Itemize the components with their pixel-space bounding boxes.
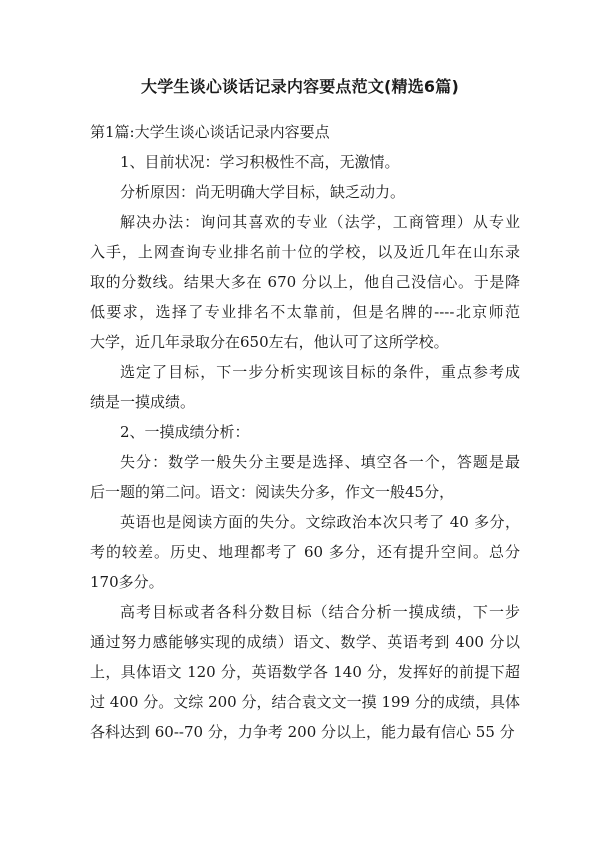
document-title: 大学生谈心谈话记录内容要点范文(精选6篇)	[141, 77, 459, 96]
text-line: 第1篇:大学生谈心谈话记录内容要点	[90, 123, 330, 141]
text-line: 上，具体语文 120 分，英语数学各 140 分，发挥好的前提下超	[90, 663, 520, 681]
text-line: 选定了目标，下一步分析实现该目标的条件，重点参考成	[120, 363, 520, 381]
text-line: 低要求，选择了专业排名不太靠前，但是名牌的----北京师范	[90, 303, 520, 321]
text-line: 170多分。	[90, 573, 164, 591]
paragraph-target-scores	[90, 597, 520, 747]
document-body	[90, 117, 520, 747]
paragraph-section-heading	[90, 117, 520, 147]
text-line: 入手，上网查询专业排名前十位的学校，以及近几年在山东录	[90, 243, 520, 261]
text-line: 解决办法：询问其喜欢的专业（法学，工商管理）从专业	[120, 213, 520, 231]
text-line: 2、一摸成绩分析：	[120, 423, 250, 441]
text-line: 高考目标或者各科分数目标（结合分析一摸成绩，下一步	[120, 603, 520, 621]
paragraph-cause-analysis	[90, 177, 520, 207]
paragraph-exam-analysis-heading	[90, 417, 520, 447]
text-line: 大学，近几年录取分在650左右，他认可了这所学校。	[90, 333, 449, 351]
paragraph-solution	[90, 207, 520, 357]
text-line: 考的较差。历史、地理都考了 60 多分，还有提升空间。总分	[90, 543, 520, 561]
text-line: 英语也是阅读方面的失分。文综政治本次只考了 40 多分，	[120, 513, 520, 531]
paragraph-lost-points-1	[90, 447, 520, 507]
text-line: 失分：数学一般失分主要是选择、填空各一个，答题是最	[120, 453, 520, 471]
text-line: 各科达到 60--70 分，力争考 200 分以上，能力最有信心 55 分	[90, 723, 515, 741]
text-line: 分析原因：尚无明确大学目标，缺乏动力。	[120, 183, 406, 201]
text-line: 绩是一摸成绩。	[90, 393, 196, 411]
text-line: 通过努力感能够实现的成绩）语文、数学、英语考到 400 分以	[90, 633, 520, 651]
text-line: 过 400 分。文综 200 分，结合袁文文一摸 199 分的成绩，具体	[90, 693, 520, 711]
paragraph-lost-points-2	[90, 507, 520, 597]
text-line: 取的分数线。结果大多在 670 分以上，他自己没信心。于是降	[90, 273, 520, 291]
paragraph-current-status	[90, 147, 520, 177]
text-line: 1、目前状况：学习积极性不高，无激情。	[120, 153, 400, 171]
text-line: 后一题的第二问。语文：阅读失分多，作文一般45分，	[90, 483, 455, 501]
paragraph-goal-conditions	[90, 357, 520, 417]
